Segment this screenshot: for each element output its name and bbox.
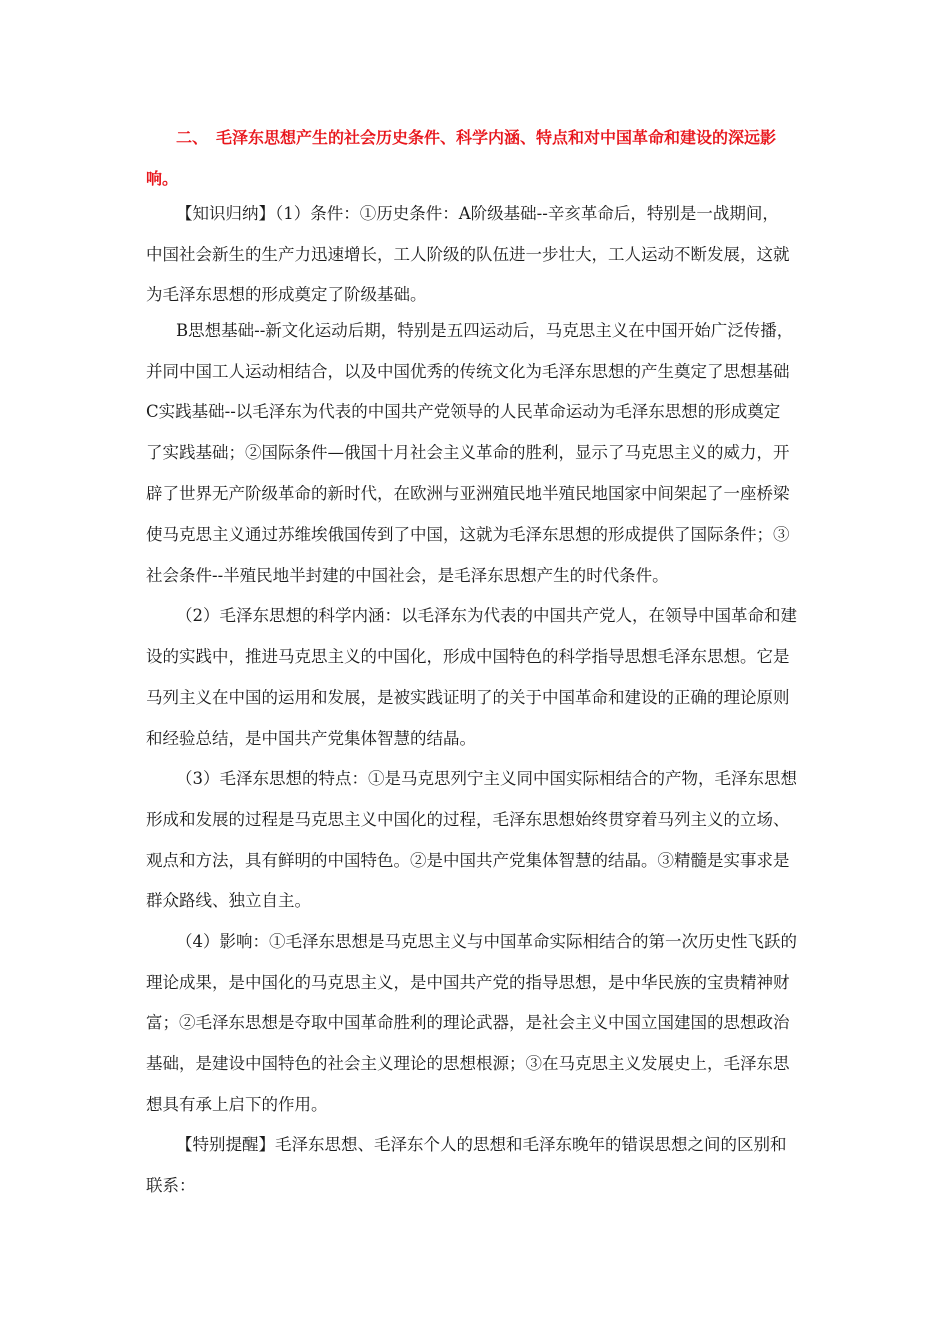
paragraph-line: 为毛泽东思想的形成奠定了阶级基础。 [146,285,427,304]
paragraph-line: （2）毛泽东思想的科学内涵：以毛泽东为代表的中国共产党人，在领导中国革命和建 [176,606,797,625]
paragraph-line: 基础，是建设中国特色的社会主义理论的思想根源；③在马克思主义发展史上，毛泽东思 [146,1054,790,1073]
paragraph-line: 形成和发展的过程是马克思主义中国化的过程，毛泽东思想始终贯穿着马列主义的立场、 [146,810,790,829]
paragraph-line: 观点和方法，具有鲜明的中国特色。②是中国共产党集体智慧的结晶。③精髓是实事求是 [146,851,790,870]
paragraph-line: 富；②毛泽东思想是夺取中国革命胜利的理论武器，是社会主义中国立国建国的思想政治 [146,1013,790,1032]
paragraph-line: C实践基础--以毛泽东为代表的中国共产党领导的人民革命运动为毛泽东思想的形成奠定 [146,402,781,421]
paragraph-line: 设的实践中，推进马克思主义的中国化，形成中国特色的科学指导思想毛泽东思想。它是 [146,647,790,666]
paragraph-line: 和经验总结，是中国共产党集体智慧的结晶。 [146,729,476,748]
paragraph-line: 理论成果，是中国化的马克思主义，是中国共产党的指导思想，是中华民族的宝贵精神财 [146,973,790,992]
paragraph-line: （3）毛泽东思想的特点：①是马克思列宁主义同中国实际相结合的产物，毛泽东思想 [176,769,797,788]
paragraph-line: B思想基础--新文化运动后期，特别是五四运动后，马克思主义在中国开始广泛传播， [176,321,794,340]
paragraph-line: （4）影响：①毛泽东思想是马克思主义与中国革命实际相结合的第一次历史性飞跃的 [176,932,797,951]
paragraph-line: 【知识归纳】（1）条件：①历史条件：A阶级基础--辛亥革命后，特别是一战期间， [176,204,779,223]
paragraph-line: 【特别提醒】毛泽东思想、毛泽东个人的思想和毛泽东晚年的错误思想之间的区别和 [176,1135,787,1154]
paragraph-line: 群众路线、独立自主。 [146,891,311,910]
section-number: 二、 [176,128,209,147]
paragraph-line: 辟了世界无产阶级革命的新时代，在欧洲与亚洲殖民地半殖民地国家中间架起了一座桥梁 [146,484,790,503]
paragraph-line: 想具有承上启下的作用。 [146,1095,328,1114]
paragraph-line: 并同中国工人运动相结合，以及中国优秀的传统文化为毛泽东思想的产生奠定了思想基础 [146,362,790,381]
section-title-line-2: 响。 [146,169,179,188]
section-title-line-1: 毛泽东思想产生的社会历史条件、科学内涵、特点和对中国革命和建设的深远影 [216,128,777,147]
paragraph-line: 中国社会新生的生产力迅速增长，工人阶级的队伍进一步壮大，工人运动不断发展，这就 [146,245,790,264]
paragraph-line: 马列主义在中国的运用和发展，是被实践证明了的关于中国革命和建设的正确的理论原则 [146,688,790,707]
paragraph-line: 联系： [146,1176,196,1195]
paragraph-line: 社会条件--半殖民地半封建的中国社会，是毛泽东思想产生的时代条件。 [146,566,669,585]
paragraph-line: 了实践基础；②国际条件—俄国十月社会主义革命的胜利，显示了马克思主义的威力，开 [146,443,790,462]
paragraph-line: 使马克思主义通过苏维埃俄国传到了中国，这就为毛泽东思想的形成提供了国际条件；③ [146,525,790,544]
